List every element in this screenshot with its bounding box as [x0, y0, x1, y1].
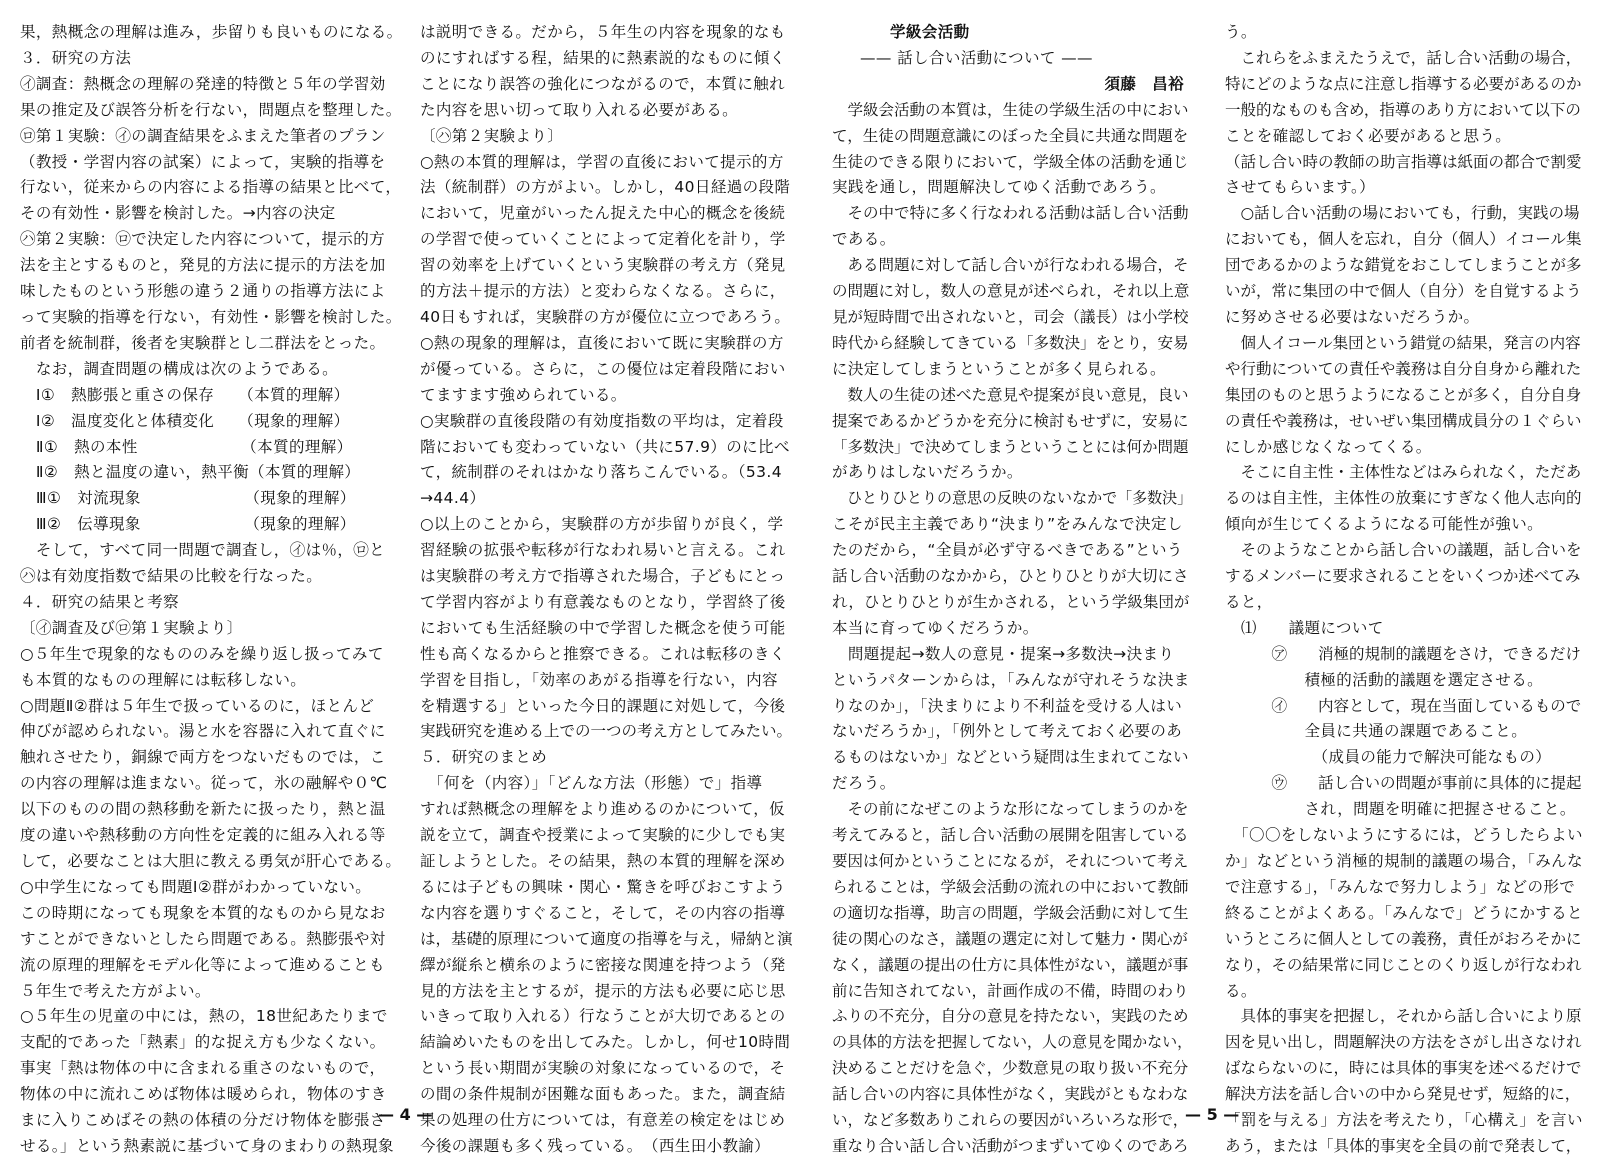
text-line: 本当に育ってゆくだろうか。	[832, 618, 1039, 637]
text-line: 集団のものと思うようになることが多く，自分自身	[1225, 385, 1582, 404]
text-line: ⑴ 議題について	[1225, 618, 1384, 637]
text-line: や行動についての責任や義務は自分自身から離れた	[1225, 359, 1582, 378]
text-line: は実験群の考え方で指導された場合，子どもにとっ	[420, 567, 786, 586]
text-line: 実践を通し，問題解決してゆく活動であろう。	[832, 178, 1166, 197]
text-line: 考えてみると，話し合い活動の展開を阻害している	[832, 826, 1189, 845]
text-line: させてもらいます。）	[1225, 178, 1376, 197]
text-line: の適切な指導，助言の問題，学級会活動に対して生	[832, 903, 1189, 922]
text-line: して，必要なことは大胆に教える勇気が肝心である。	[20, 852, 402, 870]
article-title: 学級会活動	[890, 23, 970, 41]
text-line: 行ない，従来からの内容による指導の結果と比べて，	[20, 178, 402, 197]
text-line: すれば熱概念の理解をより進めるのかについて，仮	[420, 800, 786, 819]
text-line: って実験的指導を行ない，有効性・影響を検討した。	[20, 307, 402, 326]
text-line: れ，ひとりひとりが生かされる，という学級集団が	[832, 592, 1190, 611]
text-line: 階においても変わっていない（共に57.9）のに比べ	[420, 437, 790, 456]
text-line: その有効性・影響を検討した。→内容の決定	[20, 204, 336, 223]
text-line: だろう。	[832, 774, 896, 793]
text-line: 支配的であった「熱素」的な捉え方も少なくない。	[20, 1033, 386, 1052]
text-line: 果の処理の仕方については，有意差の検定をはじめ	[420, 1111, 786, 1130]
text-line: りなのか」，「決まりにより不利益を受ける人はい	[832, 696, 1183, 715]
text-line: ○実験群の直後段階の有効度指数の平均は，定着段	[420, 411, 784, 430]
text-line: （教授・学習内容の試案）によって，実験的指導を	[20, 152, 386, 171]
text-line: は，基礎的原理について適度の指導を与え，帰納と演	[420, 929, 793, 948]
text-line: ㋒ 話し合いの問題が事前に具体的に提起	[1225, 774, 1582, 793]
text-line: そこに自主性・主体性などはみられなく，ただあ	[1225, 463, 1582, 482]
text-line: て，生徒の問題意識にのぼった全員に共通な問題を	[832, 126, 1189, 145]
text-line: ㋩は有効度指数で結果の比較を行なった。	[20, 567, 323, 586]
text-line: 前者を統制群，後者を実験群とし二群法をとった。	[20, 333, 386, 352]
text-line: そのようなことから話し合いの議題，話し合いを	[1225, 541, 1582, 560]
text-line: その中で特に多く行なわれる活動は話し合い活動	[832, 204, 1189, 223]
text-line: で注意する」，「みんなで努力しよう」などの形で	[1225, 877, 1576, 896]
page-number-left: — 4 —	[378, 1105, 433, 1124]
text-line: そして，すべて同一問題で調査し，㋑は％，㋺と	[20, 541, 386, 560]
text-line: は説明できる。だから，５年生の内容を現象的なも	[420, 23, 786, 41]
text-line: ○５年生の児童の中には，熱の，18世紀あたりまで	[20, 1007, 388, 1026]
text-line: の問題に対し，数人の意見が述べられ，それ以上意	[832, 282, 1190, 301]
text-line: も本質的なものの理解には転移しない。	[20, 670, 307, 689]
text-line: を精選する」といった今日的課題に対処して，今後	[420, 696, 786, 715]
text-line: においても生活経験の中で学習した概念を使う可能	[420, 618, 786, 637]
text-line: ○話し合い活動の場においても，行動，実践の場	[1225, 204, 1580, 223]
text-line: 要因は何かということになるが，それについて考え	[832, 852, 1189, 870]
text-line: Ⅰ② 温度変化と体積変化 （現象的理解）	[20, 411, 350, 430]
right-page-column-2	[1225, 20, 1585, 1160]
text-line: ㋺第１実験：㋑の調査結果をふまえた筆者のプラン	[20, 126, 386, 145]
text-line: 繹が縦糸と横糸のように密接な関連を持つよう（発	[420, 955, 786, 974]
text-line: 見が短時間で出されないと，司会（議長）は小学校	[832, 307, 1189, 326]
text-line: いうところに個人としての義務，責任がおろそかに	[1225, 929, 1582, 948]
text-line: 事実「熱は物体の中に含まれる重さのないもので，	[20, 1059, 386, 1078]
text-line: 40日もすれば，実験群の方が優位に立つであろう。	[420, 307, 791, 326]
text-line: 具体的事実を把握し，それから話し合いにより原	[1225, 1007, 1582, 1026]
text-line: るのは自主性，主体性の放棄にすぎなく他人志向的	[1225, 489, 1582, 508]
text-line: ないだろうか」，「例外として考えておく必要のあ	[832, 722, 1183, 741]
text-line: 重なり合い話し合い活動がつまずいてゆくのであろ	[832, 1136, 1189, 1155]
text-line: う。	[1225, 23, 1257, 41]
text-line: これらをふまえたうえで，話し合い活動の場合，	[1225, 48, 1582, 67]
text-line: て学習内容がより有意義なものとなり，学習終了後	[420, 592, 786, 611]
text-line: ばならないのに，時には具体的事実を述べるだけで	[1225, 1059, 1582, 1078]
text-line: なお，調査問題の構成は次のようである。	[20, 359, 339, 378]
text-line: ３．研究の方法	[20, 48, 132, 67]
text-line: 見的方法を主とするが，提示的方法も必要に応じ思	[420, 981, 786, 1000]
text-line: 決めることだけを急ぐ，少数意見の取り扱い不充分	[832, 1059, 1189, 1078]
text-line: 味したものという形態の違う２通りの指導方法によ	[20, 282, 386, 301]
text-line: なり，その結果常に同じことのくり返しが行なわれ	[1225, 955, 1582, 974]
text-line: 果，熱概念の理解は進み，歩留りも良いものになる。	[20, 23, 403, 41]
text-line: 今後の課題も多く残っている。 （西生田小教諭）	[420, 1136, 771, 1155]
text-line: （成員の能力で解決可能なもの）	[1225, 748, 1552, 767]
text-line: され，問題を明確に把握させること。	[1225, 800, 1576, 819]
text-line: に決定してしまうということが多く見られる。	[832, 359, 1166, 378]
text-line: 法を主とするものと，発見的方法に提示的方法を加	[20, 256, 386, 275]
text-line: い，など多数ありこれらの要因がいろいろな形で，	[832, 1111, 1189, 1130]
text-line: がありはしないだろうか。	[832, 463, 1023, 482]
text-line: その前になぜこのような形になってしまうのかを	[832, 800, 1189, 819]
text-line: ことを確認しておく必要があると思う。	[1225, 126, 1512, 145]
text-line: 「何を（内容）」「どんな方法（形態）で」指導	[420, 774, 763, 793]
right-page-column-1	[832, 20, 1192, 1160]
text-line: いきって取り入れる）行なうことが大切であるとの	[420, 1007, 786, 1026]
text-line: Ⅱ① 熱の本性 （本質的理解）	[20, 437, 353, 456]
text-line: る。	[1225, 981, 1257, 1000]
text-line: ると，	[1225, 592, 1273, 611]
text-line: 時代から経験してきている「多数決」をとり，安易	[832, 333, 1189, 352]
text-line: ５年生で考えた方がよい。	[20, 981, 211, 1000]
text-line: ○問題Ⅱ②群は５年生で扱っているのに，ほとんど	[20, 696, 375, 715]
text-line: ことになり誤答の強化につながるので，本質に触れ	[420, 74, 786, 93]
text-line: ○中学生になっても問題Ⅰ②群がわかっていない。	[20, 877, 372, 896]
text-line: 傾向が生じてくるようになる可能性が強い。	[1225, 515, 1544, 534]
text-line: Ⅱ② 熱と温度の違い，熱平衡（本質的理解）	[20, 463, 361, 482]
text-line: るには子どもの興味・関心・驚きを呼びおこすよう	[420, 877, 786, 896]
text-line: の責任や義務は，せいぜい集団構成員分の１ぐらい	[1225, 411, 1582, 430]
text-line: た内容を思い切って取り入れる必要がある。	[420, 100, 739, 119]
text-line: においても，個人を忘れ，自分（個人）イコール集	[1225, 230, 1582, 249]
text-line: 学習を目指し，「効率のあがる指導を行ない，内容	[420, 670, 778, 689]
text-line: 話し合いの内容に具体性がなく，実践がともなわな	[832, 1085, 1189, 1104]
text-line: こそが民主主義であり“決まり”をみんなで決定し	[832, 515, 1183, 534]
text-line: 物体の中に流れこめば物体は暖められ，物体のすき	[20, 1085, 387, 1104]
text-line: 〔㋑調査及び㋺第１実験より〕	[20, 618, 243, 637]
text-line: 伸びが認められない。湯と水を容器に入れて直ぐに	[20, 722, 386, 741]
text-line: られることは，学級会活動の流れの中において教師	[832, 877, 1189, 896]
text-line: てますます強められている。	[420, 385, 627, 404]
text-line: 全員に共通の課題であること。	[1225, 722, 1528, 741]
text-line: ○５年生で現象的なもののみを繰り返し扱ってみて	[20, 644, 384, 663]
text-line: ある問題に対して話し合いが行なわれる場合，そ	[832, 256, 1189, 275]
text-line: るものはないか」などという疑問は生まれてこない	[832, 748, 1189, 767]
text-line: 触れさせたり，銅線で両方をつないだものでは，こ	[20, 748, 386, 767]
article-author: 須藤 昌裕	[1104, 74, 1184, 93]
text-line: 法（統制群）の方がよい。しかし，40日経過の段階	[420, 178, 791, 197]
text-line: 話し合い活動のなかから，ひとりひとりが大切にさ	[832, 567, 1189, 586]
text-line: 説を立て，調査や授業によって実験的に少しでも実	[420, 826, 786, 845]
text-line: 〔㋩第２実験より〕	[420, 126, 564, 145]
text-line: 一般的なものも含め，指導のあり方において以下の	[1225, 100, 1581, 119]
text-line: 徒の関心のなさ，議題の選定に対して魅力・関心が	[832, 929, 1188, 948]
text-line: 結論めいたものを出してみた。しかし，何せ10時間	[420, 1033, 791, 1052]
text-line: 習の効率を上げていくという実験群の考え方（発見	[420, 256, 786, 275]
text-line: ㋩第２実験：㋺で決定した内容について，提示的方	[20, 230, 386, 249]
text-line: ㋑ 内容として，現在当面しているもので	[1225, 696, 1582, 715]
text-line: 習経験の拡張や転移が行なわれ易いと言える。これ	[420, 541, 786, 560]
text-line: ○熱の本質的理解は，学習の直後において提示的方	[420, 152, 784, 171]
left-page-column-2	[420, 20, 798, 1160]
text-line: ○以上のことから，実験群の方が歩留りが良く，学	[420, 515, 784, 534]
text-line: にしか感じなくなってくる。	[1225, 437, 1432, 456]
text-line: 果の推定及び誤答分析を行ない，問題点を整理した。	[20, 100, 402, 119]
text-line: （話し合い時の教師の助言指導は紙面の都合で割愛	[1225, 152, 1582, 171]
text-line: あう，または「具体的事実を全員の前で発表して，	[1225, 1136, 1582, 1155]
text-line: まに入りこめばその熱の体積の分だけ物体を膨張さ	[20, 1111, 386, 1130]
text-line: か」などという消極的規制的議題の場合，「みんな	[1225, 852, 1583, 870]
text-line: するメンバーに要求されることをいくつか述べてみ	[1225, 567, 1581, 586]
text-line: ４．研究の結果と考察	[20, 592, 180, 611]
text-line: ひとりひとりの意思の反映のないなかで「多数決」	[832, 489, 1193, 508]
text-line: 「多数決」で決めてしまうということには何か問題	[832, 437, 1189, 456]
text-line: の具体的方法を把握してない，人の意見を聞かない，	[832, 1033, 1193, 1052]
text-line: 「罰を与える」方法を考えたり，「心構え」を言い	[1225, 1111, 1583, 1130]
text-line: Ⅲ① 対流現象 （現象的理解）	[20, 489, 356, 508]
text-line: 個人イコール集団という錯覚の結果，発言の内容	[1225, 333, 1581, 352]
text-line: 積極的活動的議題を選定させる。	[1225, 670, 1544, 689]
text-line: 前に告知されてない，計画作成の不備，時間のわり	[832, 981, 1189, 1000]
text-line: Ⅲ② 伝導現象 （現象的理解）	[20, 515, 356, 534]
text-line: ○熱の現象的理解は，直後において既に実験群の方	[420, 333, 784, 352]
text-line: 特にどのような点に注意し指導する必要があるのか	[1225, 74, 1582, 93]
text-line: ㋐ 消極的規制的議題をさけ，できるだけ	[1225, 644, 1581, 663]
text-line: せる。」という熱素説に基づいて身のまわりの熱現象	[20, 1136, 394, 1155]
text-line: 提案であるかどうかを充分に検討もせずに，安易に	[832, 411, 1189, 430]
text-line: 証しようとした。その結果，熱の本質的理解を深め	[420, 852, 786, 870]
text-line: 生徒のできる限りにおいて，学級全体の活動を通じ	[832, 152, 1189, 171]
text-line: である。	[832, 230, 896, 249]
text-line: 団であるかのような錯覚をおこしてしまうことが多	[1225, 256, 1582, 275]
text-line: ㋑調査：熱概念の理解の発達的特徴と５年の学習効	[20, 74, 386, 93]
text-line: すことができないとしたら問題である。熱膨張や対	[20, 929, 386, 948]
text-line: 実践研究を進める上での一つの考え方としてみたい。	[420, 722, 793, 741]
text-line: 性も高くなるからと推察できる。これは転移のきく	[420, 644, 786, 663]
text-line: の内容の理解は進まない。従って，氷の融解や０℃	[20, 774, 388, 793]
text-line: の間の条件規制が困難な面もあった。また，調査結	[420, 1085, 786, 1104]
text-line: 的方法＋提示的方法）と変わらなくなる。さらに，	[420, 282, 786, 301]
page-number-right: — 5 —	[1185, 1105, 1240, 1124]
text-line: 学級会活動の本質は，生徒の学級生活の中におい	[832, 100, 1189, 119]
text-line: のにすればする程，結果的に熱素説的なものに傾く	[420, 48, 786, 67]
text-line: 問題提起→数人の意見・提案→多数決→決まり	[832, 644, 1175, 663]
text-line: という長い期間が実験の対象になっているので，そ	[420, 1059, 786, 1078]
text-line: なく，議題の提出の仕方に具体性がない，議題が事	[832, 955, 1189, 974]
text-line: 以下のものの間の熱移動を新たに扱ったり，熱と温	[20, 800, 386, 819]
text-line: Ⅰ① 熱膨張と重さの保存 （本質的理解）	[20, 385, 350, 404]
text-line: この時期になっても現象を本質的なものから見なお	[20, 903, 386, 922]
text-line: 「〇〇をしないようにするには，どうしたらよい	[1225, 826, 1583, 845]
text-line: に努めさせる必要はないだろうか。	[1225, 307, 1480, 326]
text-line: 度の違いや熱移動の方向性を定義的に組み入れる等	[20, 826, 386, 845]
text-line: というパターンからは，「みんなが守れそうな決ま	[832, 670, 1190, 689]
text-line: な内容を選りすぐること，そして，その内容の指導	[420, 903, 786, 922]
text-line: ５．研究のまとめ	[420, 748, 548, 767]
text-line: 終ることがよくある。「みんなで」どうにかすると	[1225, 903, 1583, 922]
text-line: が優っている。さらに，この優位は定着段階におい	[420, 359, 786, 378]
text-line: において，児童がいったん捉えた中心的概念を後続	[420, 204, 786, 223]
text-line: 流の原理的理解をモデル化等によって進めることも	[20, 955, 385, 974]
text-line: 解決方法を話し合いの中から発見せず，短絡的に，	[1225, 1085, 1581, 1104]
left-page-column-1	[20, 20, 404, 1160]
right-page-column-1-body	[832, 98, 1192, 1160]
text-line: 数人の生徒の述べた意見や提案が良い意見，良い	[832, 385, 1189, 404]
article-subtitle: —— 話し合い活動について ——	[860, 48, 1093, 67]
text-line: →44.4）	[420, 489, 486, 508]
text-line: ふりの不充分，自分の意見を持たない，実践のため	[832, 1007, 1189, 1026]
text-line: いが，常に集団の中で個人（自分）を自覚するよう	[1225, 282, 1582, 301]
text-line: て，統制群のそれはかなり落ちこんでいる。（53.4	[420, 463, 782, 482]
text-line: の学習で使っていくことによって定着化を計り，学	[420, 230, 786, 249]
text-line: たのだから，“全員が必ず守るべきである”という	[832, 541, 1183, 560]
text-line: 因を見い出し，問題解決の方法をさがし出さなけれ	[1225, 1033, 1582, 1052]
